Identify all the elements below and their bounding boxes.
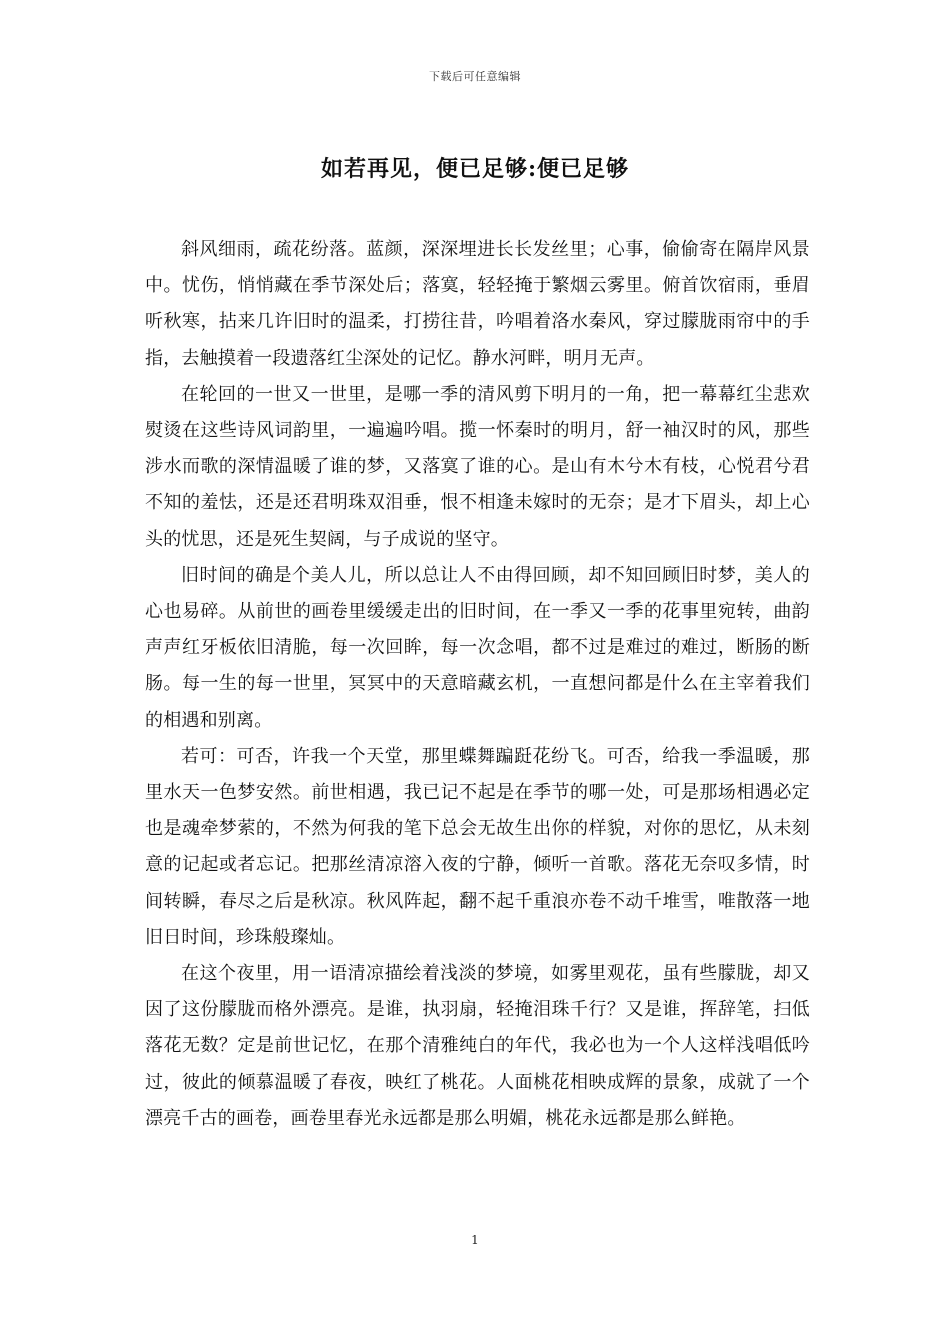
paragraph-4: 若可：可否，许我一个天堂，那里蝶舞蹁跹花纷飞。可否，给我一季温暖，那里水天一色梦安然。前世相遇，我已记不起是在季节的哪一处，可是那场相遇必定也是魂牵梦萦的，不然为何我的笔下总会无故生出你的样貌，对你的思忆，从未刻意的记起或者忘记。把那丝清凉溶入夜的宁静，倾听一首歌。落花无奈叹多情，时间转瞬，春尽之后是秋凉。秋风阵起，翻不起千重浪亦卷不动千堆雪，唯散落一地旧日时间，珍珠般璨灿。 (145, 745, 810, 948)
paragraph-2: 在轮回的一世又一世里，是哪一季的清风剪下明月的一角，把一幕幕红尘悲欢熨烫在这些诗风词韵里，一遍遍吟唱。揽一怀秦时的明月，舒一袖汉时的风，那些涉水而歌的深情温暖了谁的梦，又落寞了谁的心。是山有木兮木有枝，心悦君兮君不知的羞怯，还是还君明珠双泪垂，恨不相逢未嫁时的无奈；是才下眉头，却上心头的忧思，还是死生契阔，与子成说的坚守。 (145, 383, 810, 550)
document-title: 如若再见，便已足够:便已足够 (320, 156, 630, 182)
header-note: 下载后可任意编辑 (429, 70, 521, 83)
page-number: 1 (471, 1233, 479, 1247)
paragraph-1: 斜风细雨，疏花纷落。蓝颜，深深埋进长长发丝里；心事，偷偷寄在隔岸风景中。忧伤，悄悄藏在季节深处后；落寞，轻轻掩于繁烟云雾里。俯首饮宿雨，垂眉听秋寒，拈来几许旧时的温柔，打捞往昔，吟唱着洛水秦风，穿过朦胧雨帘中的手指，去触摸着一段遗落红尘深处的记忆。静水河畔，明月无声。 (145, 239, 810, 369)
paragraph-3: 旧时间的确是个美人儿，所以总让人不由得回顾，却不知回顾旧时梦，美人的心也易碎。从前世的画卷里缓缓走出的旧时间，在一季又一季的花事里宛转，曲韵声声红牙板依旧清脆，每一次回眸，每一次念唱，都不过是难过的难过，断肠的断肠。每一生的每一世里，冥冥中的天意暗藏玄机，一直想问都是什么在主宰着我们的相遇和别离。 (145, 564, 810, 731)
paragraph-5: 在这个夜里，用一语清凉描绘着浅淡的梦境，如雾里观花，虽有些朦胧，却又因了这份朦胧而格外漂亮。是谁，执羽扇，轻掩泪珠千行？又是谁，挥辞笔，扫低落花无数？定是前世记忆，在那个清雅纯白的年代，我必也为一个人这样浅唱低吟过，彼此的倾慕温暖了春夜，映红了桃花。人面桃花相映成辉的景象，成就了一个漂亮千古的画卷，画卷里春光永远都是那么明媚，桃花永远都是那么鲜艳。 (145, 963, 810, 1129)
document-body (145, 232, 810, 1137)
